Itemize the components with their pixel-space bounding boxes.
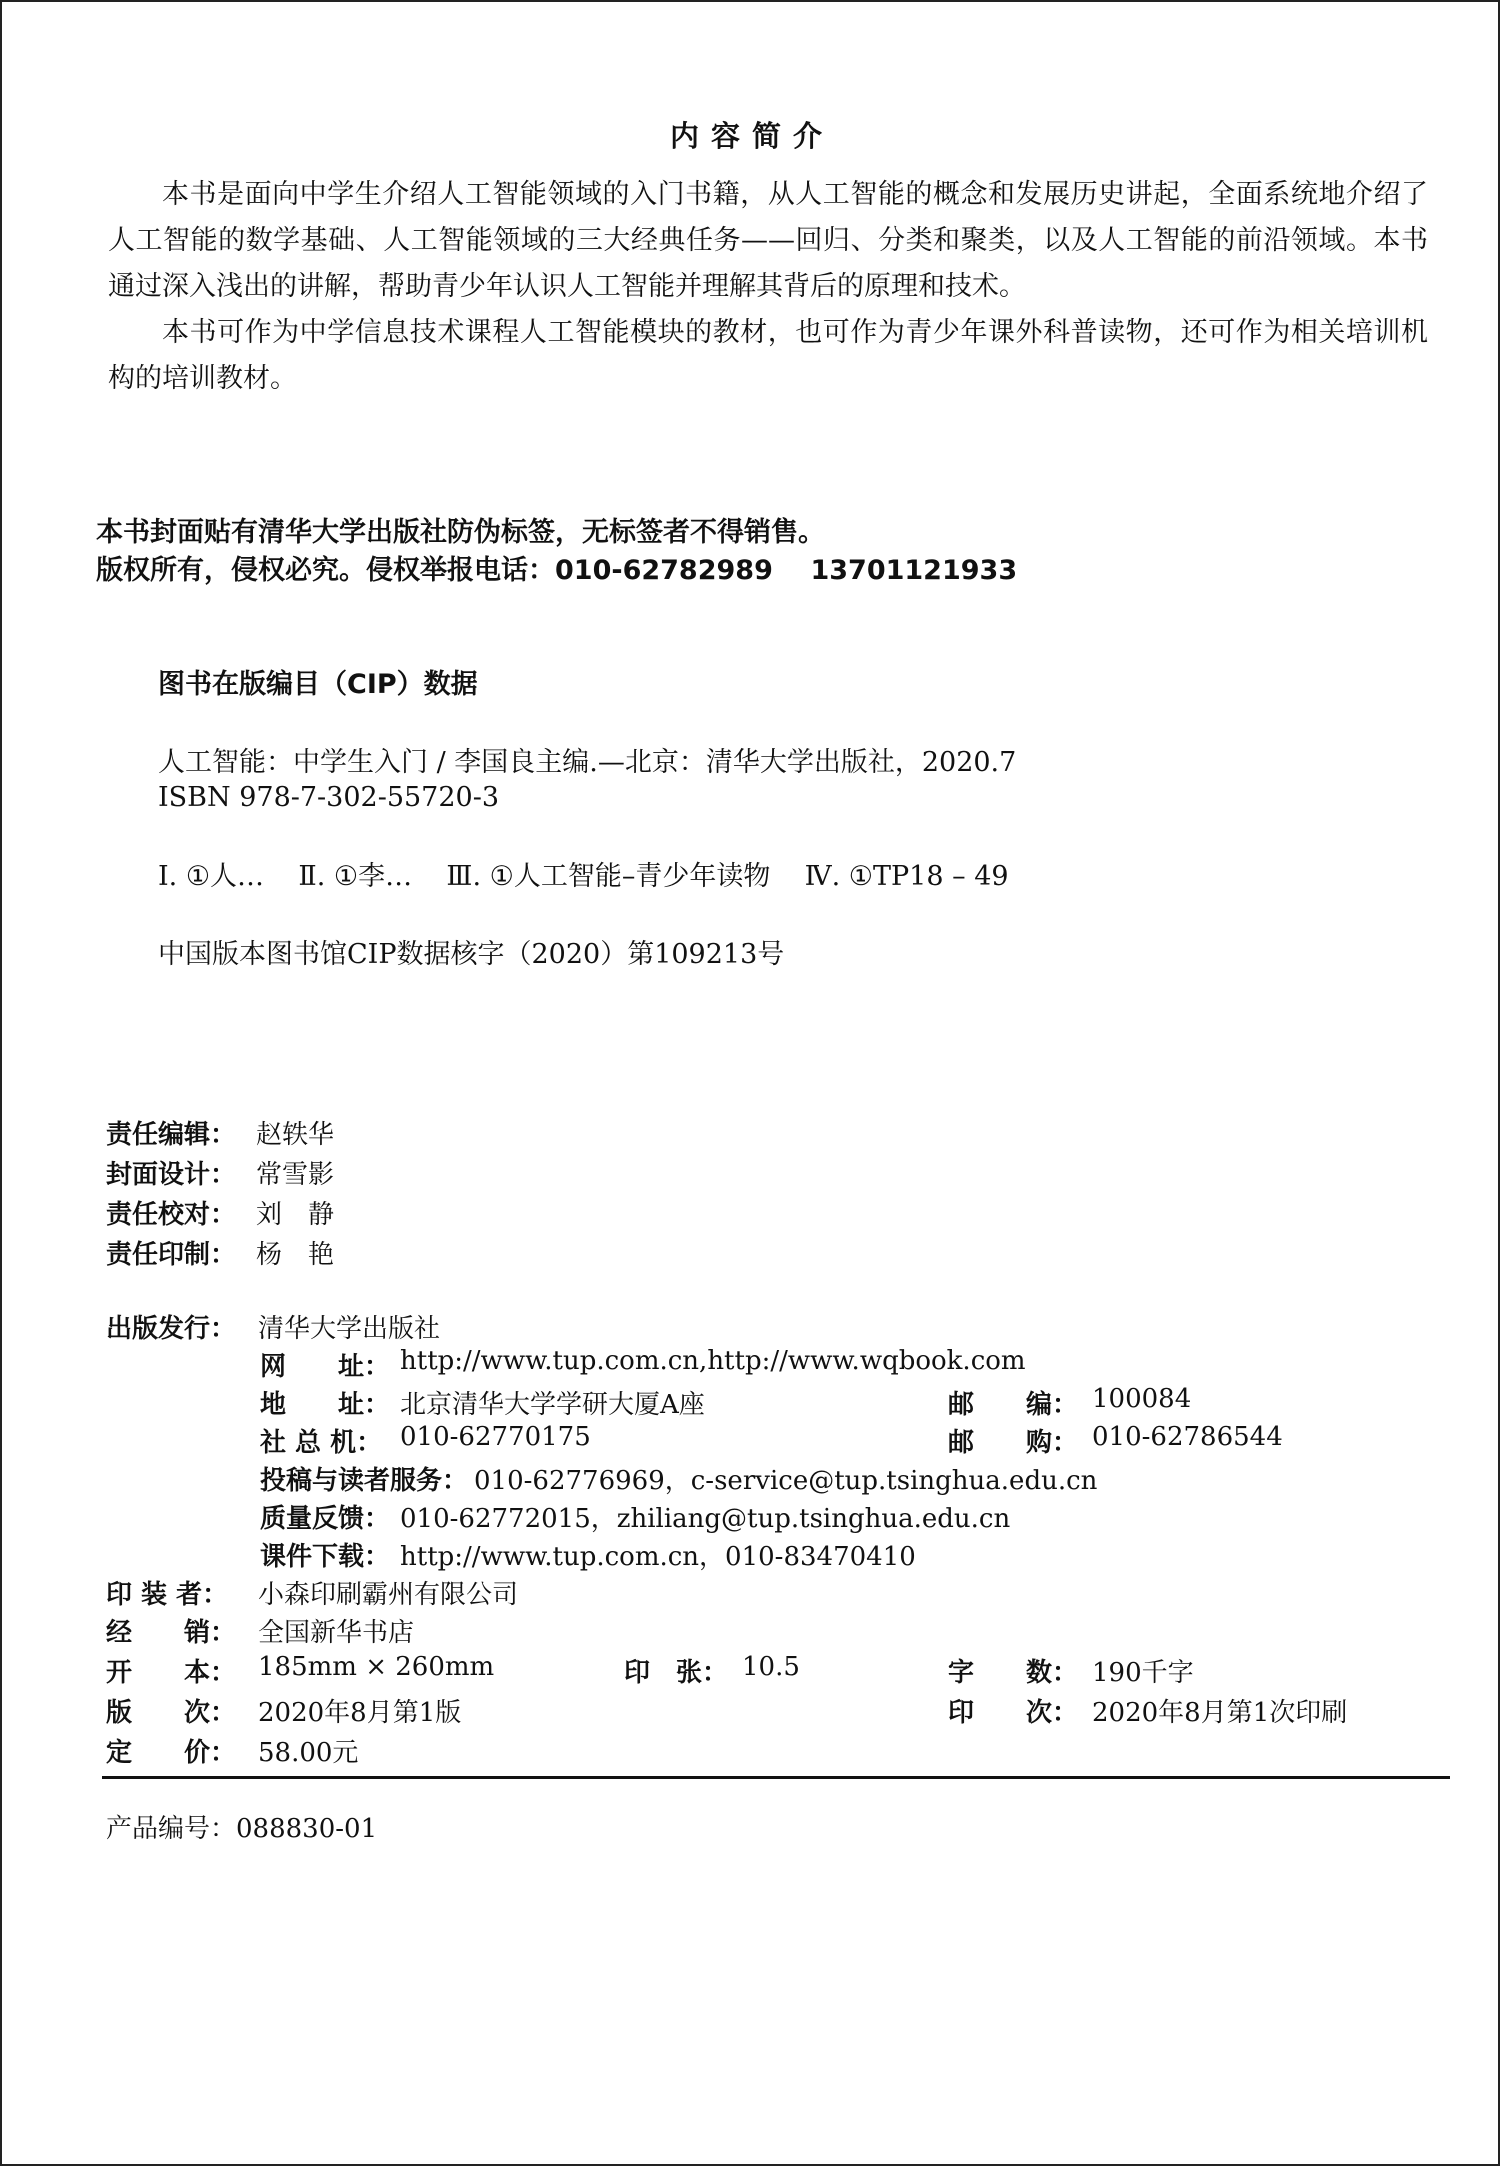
distributor-value: 全国新华书店 xyxy=(258,1618,415,1648)
submission-label: 投稿与读者服务： xyxy=(260,1466,469,1496)
staff-value: 常雪影 xyxy=(256,1160,335,1190)
publisher-name: 清华大学出版社 xyxy=(258,1314,441,1344)
product-number-value: 088830-01 xyxy=(236,1814,378,1844)
mail-order-value: 010-62786544 xyxy=(1092,1422,1283,1452)
website-label: 网 址： xyxy=(260,1352,391,1382)
feedback-value: 010-62772015，zhiliang@tup.tsinghua.edu.cn xyxy=(400,1504,1011,1534)
sheets-value: 10.5 xyxy=(742,1652,800,1682)
website-value: http://www.tup.com.cn,http://www.wqbook.com xyxy=(400,1346,1026,1376)
price-label: 定 价： xyxy=(106,1738,237,1768)
intro-paragraph: 本书可作为中学信息技术课程人工智能模块的教材，也可作为青少年课外科普读物，还可作为相关培训机构的培训教材。 xyxy=(108,317,1428,394)
printer-value: 小森印刷霸州有限公司 xyxy=(258,1580,519,1610)
feedback-label: 质量反馈： xyxy=(260,1504,391,1534)
publisher-label: 出版发行： xyxy=(106,1314,237,1344)
cip-isbn: ISBN 978-7-302-55720-3 xyxy=(158,782,500,813)
distributor-label: 经 销： xyxy=(106,1618,237,1648)
courseware-label: 课件下载： xyxy=(260,1542,391,1572)
sheets-label: 印 张： xyxy=(624,1658,729,1688)
format-label: 开 本： xyxy=(106,1658,237,1688)
staff-label: 责任校对： xyxy=(106,1200,237,1230)
words-value: 190千字 xyxy=(1092,1658,1194,1688)
staff-value: 赵轶华 xyxy=(256,1120,335,1150)
page-title: 内容简介 xyxy=(669,119,834,153)
edition-label: 版 次： xyxy=(106,1698,237,1728)
courseware-value: http://www.tup.com.cn，010-83470410 xyxy=(400,1542,916,1572)
cip-heading: 图书在版编目（CIP）数据 xyxy=(158,669,478,700)
words-label: 字 数： xyxy=(948,1658,1079,1688)
anti-counterfeit-notice: 本书封面贴有清华大学出版社防伪标签，无标签者不得销售。 xyxy=(96,517,825,548)
introduction xyxy=(108,172,1428,402)
cip-classification: Ⅰ. ①人… Ⅱ. ①李… Ⅲ. ①人工智能–青少年读物 Ⅳ. ①TP18 – 49 xyxy=(158,861,1009,892)
staff-row xyxy=(106,1234,334,1271)
postcode-label: 邮 编： xyxy=(948,1390,1079,1420)
printer-label: 印 装 者： xyxy=(106,1580,229,1610)
staff-value: 刘 静 xyxy=(256,1200,335,1230)
submission-value: 010-62776969，c-service@tup.tsinghua.edu.cn xyxy=(474,1466,1098,1496)
intro-paragraph: 本书是面向中学生介绍人工智能领域的入门书籍，从人工智能的概念和发展历史讲起，全面系统地介绍了人工智能的数学基础、人工智能领域的三大经典任务——回归、分类和聚类，以及人工智能的前沿领域。本书通过深入浅出的讲解，帮助青少年认识人工智能并理解其背后的原理和技术。 xyxy=(108,179,1428,302)
price-value: 58.00元 xyxy=(258,1738,359,1768)
edition-value: 2020年8月第1版 xyxy=(258,1698,462,1728)
format-value: 185mm × 260mm xyxy=(258,1652,495,1682)
address-label: 地 址： xyxy=(260,1390,391,1420)
cip-title-line: 人工智能：中学生入门 / 李国良主编.—北京：清华大学出版社，2020.7 xyxy=(158,747,1017,778)
product-number xyxy=(106,1808,377,1845)
staff-row xyxy=(106,1154,334,1191)
divider xyxy=(102,1776,1450,1779)
address-value: 北京清华大学学研大厦A座 xyxy=(400,1390,705,1420)
switchboard-label: 社 总 机： xyxy=(260,1428,383,1458)
staff-label: 封面设计： xyxy=(106,1160,237,1190)
staff-value: 杨 艳 xyxy=(256,1240,335,1270)
staff-row xyxy=(106,1114,334,1151)
staff-row xyxy=(106,1194,334,1231)
staff-label: 责任印制： xyxy=(106,1240,237,1270)
impression-label: 印 次： xyxy=(948,1698,1079,1728)
product-number-label: 产品编号： xyxy=(106,1814,237,1844)
cip-approval: 中国版本图书馆CIP数据核字（2020）第109213号 xyxy=(158,939,785,970)
switchboard-value: 010-62770175 xyxy=(400,1422,591,1452)
mail-order-label: 邮 购： xyxy=(948,1428,1079,1458)
copyright-notice: 版权所有，侵权必究。侵权举报电话：010-62782989 13701121933 xyxy=(96,555,1018,586)
postcode-value: 100084 xyxy=(1092,1384,1192,1414)
staff-label: 责任编辑： xyxy=(106,1120,237,1150)
impression-value: 2020年8月第1次印刷 xyxy=(1092,1698,1348,1728)
